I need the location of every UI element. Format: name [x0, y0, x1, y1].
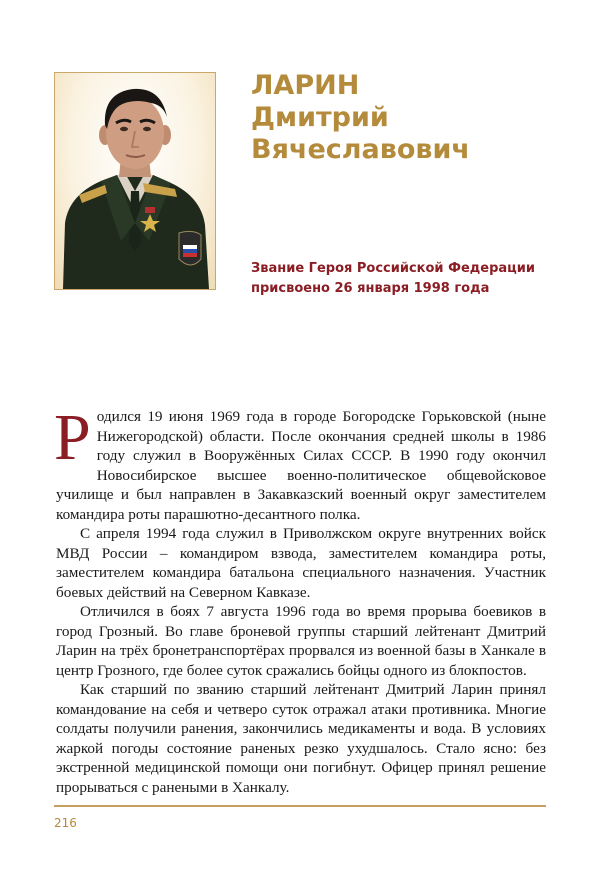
dropcap-letter: Р — [54, 401, 91, 474]
biography-paragraph-1-text: одился 19 июня 1969 года в городе Богородске Горьковской (ныне Нижегородской) области. После окончания средней школы в 1986 году служил в Вооружённых Силах СССР. В 1990 году окончил Новосибирское высшее военно-политическое общевойсковое училище и был направлен в Закавказский военный округ заместителем командира роты парашютно-десантного полка. — [56, 408, 546, 523]
page-number: 216 — [54, 816, 77, 830]
footer-divider — [54, 805, 546, 807]
biography-paragraph-1 — [54, 401, 546, 524]
hero-portrait — [54, 72, 216, 290]
hero-patronymic: Вячеславович — [251, 134, 470, 165]
award-statement — [251, 259, 571, 299]
award-line-2: присвоено 26 января 1998 года — [251, 281, 490, 296]
portrait-illustration — [55, 73, 215, 289]
biography-paragraph-2: С апреля 1994 года служил в Приволжском округе внутренних войск МВД России – командиром взвода, заместителем командира роты, заместителем командира батальона специального назначения. Участник боевых действий на Северном Кавказе. — [56, 525, 546, 601]
hero-name-heading — [251, 70, 571, 166]
hero-first-name: Дмитрий — [251, 102, 389, 133]
biography-paragraph-3: Отличился в боях 7 августа 1996 года во время прорыва боевиков в город Грозный. Во главе броневой группы старший лейтенант Дмитрий Ларин на трёх бронетранспортёрах прорвался из военной базы в Ханкале в центр Грозного, где более суток сражались бойцы одного из блокпостов. — [56, 603, 546, 679]
award-line-1: Звание Героя Российской Федерации — [251, 261, 536, 276]
hero-surname: ЛАРИН — [251, 70, 360, 101]
biography-paragraph-4: Как старший по званию старший лейтенант Дмитрий Ларин принял командование на себя и четверо суток отражал атаки противника. Многие солдаты получили ранения, закончились медикаменты и вода. В условиях жаркой погоды состояние раненых резко ухудшалось. Стало ясно: без экстренной медицинской помощи они погибнут. Офицер принял решение прорываться с ранеными в Ханкалу. — [56, 681, 546, 796]
biography-text — [54, 401, 546, 797]
